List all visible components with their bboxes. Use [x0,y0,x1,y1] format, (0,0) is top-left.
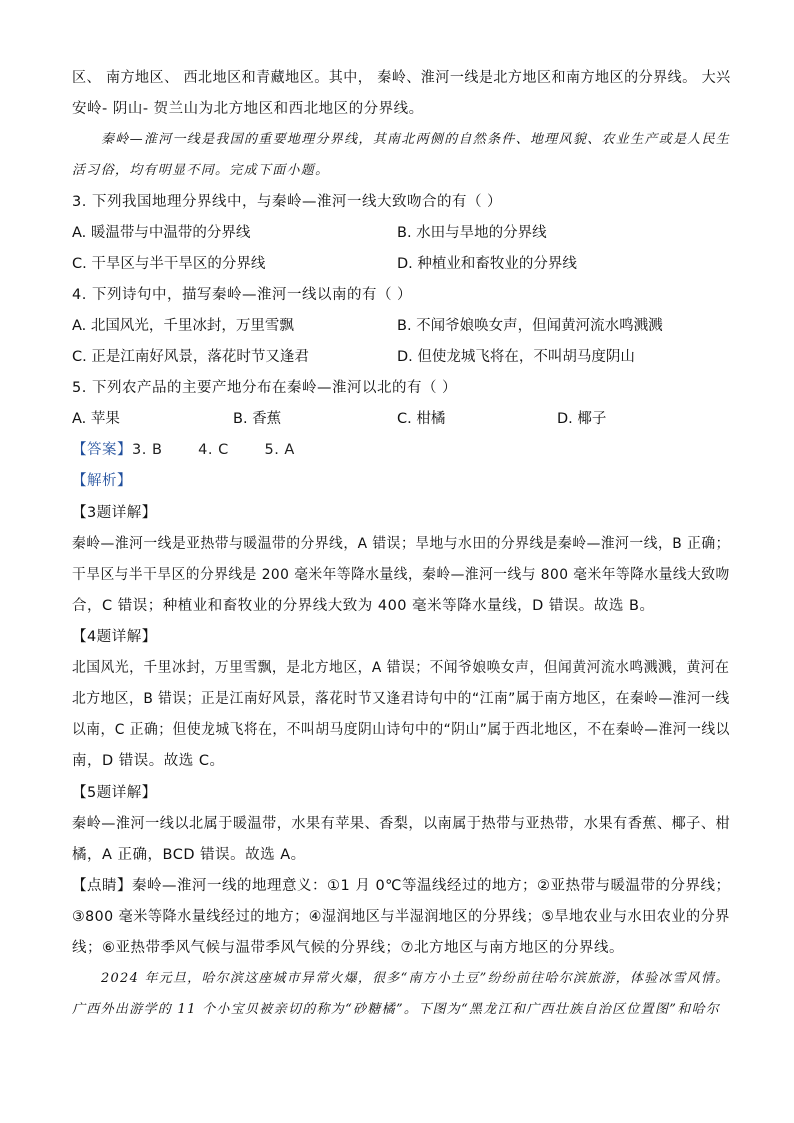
passage-line-1: 秦岭—淮河一线是我国的重要地理分界线，其南北两侧的自然条件、地理风貌、农业生产或是人民生 [101,132,731,147]
question-5-option-a: A. 苹果 [72,411,120,427]
tips-text-1: 秦岭—淮河一线的地理意义：①1 月 0℃等温线经过的地方；②亚热带与暖温带的分界线； [132,878,731,894]
passage-line-2: 活习俗，均有明显不同。完成下面小题。 [72,163,330,178]
tips-line-1 [72,876,730,896]
detail-5-line-1: 秦岭—淮河一线以北属于暖温带，水果有苹果、香梨，以南属于热带与亚热带，水果有香蕉、椰子、柑 [72,816,731,832]
detail-4-label: 【4题详解】 [72,629,157,645]
question-5-stem: 5. 下列农产品的主要产地分布在秦岭—淮河以北的有（ ） [72,380,458,396]
intro-line-2: 安岭- 阴山- 贺兰山为北方地区和西北地区的分界线。 [72,101,424,117]
detail-3-line-2: 干旱区与半干旱区的分界线是 200 毫米年等降水量线，秦岭—淮河一线与 800 毫米年等降水量线大致吻 [72,567,730,583]
question-5-option-b: B. 香蕉 [233,411,282,427]
detail-4-line-3: 以南，C 正确；但使龙城飞将在，不叫胡马度阴山诗句中的“阴山”属于西北地区，不在秦岭—淮河一线以 [72,722,730,738]
next-passage-line-1: 2024 年元旦，哈尔滨这座城市异常火爆，很多“南方小土豆”纷纷前往哈尔滨旅游，体验冰雪风情。 [101,971,730,986]
tips-line-2: ③800 毫米等降水量线经过的地方；④湿润地区与半湿润地区的分界线；⑤旱地农业与水田农业的分界 [72,909,730,925]
question-3-option-d: D. 种植业和畜牧业的分界线 [397,256,577,272]
question-3-option-a: A. 暖温带与中温带的分界线 [72,225,251,241]
detail-3-label: 【3题详解】 [72,505,157,521]
question-4-option-a: A. 北国风光，千里冰封，万里雪飘 [72,318,294,334]
question-3-option-c: C. 干旱区与半干旱区的分界线 [72,256,266,272]
detail-3-line-1: 秦岭—淮河一线是亚热带与暖温带的分界线，A 错误；旱地与水田的分界线是秦岭—淮河一线，B 正确； [72,536,730,552]
intro-line-1: 区、 南方地区、 西北地区和青藏地区。其中， 秦岭、淮河一线是北方地区和南方地区的分界线。 大兴 [72,70,731,86]
detail-4-line-2: 北方地区，B 错误；正是江南好风景，落花时节又逢君诗句中的“江南”属于南方地区，在秦岭—淮河一线 [72,691,730,707]
tips-label: 【点睛】 [72,878,132,894]
answer-text: 3. B 4. C 5. A [132,442,295,458]
question-3-stem: 3. 下列我国地理分界线中，与秦岭—淮河一线大致吻合的有（ ） [72,194,503,210]
answer-label: 【答案】 [72,442,132,458]
answer-line [72,440,295,460]
question-5-option-c: C. 柑橘 [397,411,446,427]
detail-5-label: 【5题详解】 [72,785,157,801]
detail-4-line-1: 北国风光，千里冰封，万里雪飘，是北方地区，A 错误；不闻爷娘唤女声，但闻黄河流水鸣溅溅，黄河在 [72,660,730,676]
detail-3-line-3: 合，C 错误；种植业和畜牧业的分界线大致为 400 毫米等降水量线，D 错误。故选 B。 [72,598,655,614]
question-4-option-b: B. 不闻爷娘唤女声，但闻黄河流水鸣溅溅 [397,318,663,334]
question-4-option-c: C. 正是江南好风景，落花时节又逢君 [72,349,309,365]
next-passage-line-2: 广西外出游学的 11 个小宝贝被亲切的称为“砂糖橘”。下图为“黑龙江和广西壮族自治区位置图”和哈尔 [72,1002,721,1017]
question-3-option-b: B. 水田与旱地的分界线 [397,225,547,241]
question-4-option-d: D. 但使龙城飞将在，不叫胡马度阴山 [397,349,635,365]
detail-5-line-2: 橘，A 正确，BCD 错误。故选 A。 [72,847,306,863]
analysis-label: 【解析】 [72,473,132,489]
question-5-option-d: D. 椰子 [557,411,607,427]
question-4-stem: 4. 下列诗句中，描写秦岭—淮河一线以南的有（ ） [72,287,413,303]
detail-4-line-4: 南，D 错误。故选 C。 [72,753,225,769]
tips-line-3: 线；⑥亚热带季风气候与温带季风气候的分界线；⑦北方地区与南方地区的分界线。 [72,940,624,956]
